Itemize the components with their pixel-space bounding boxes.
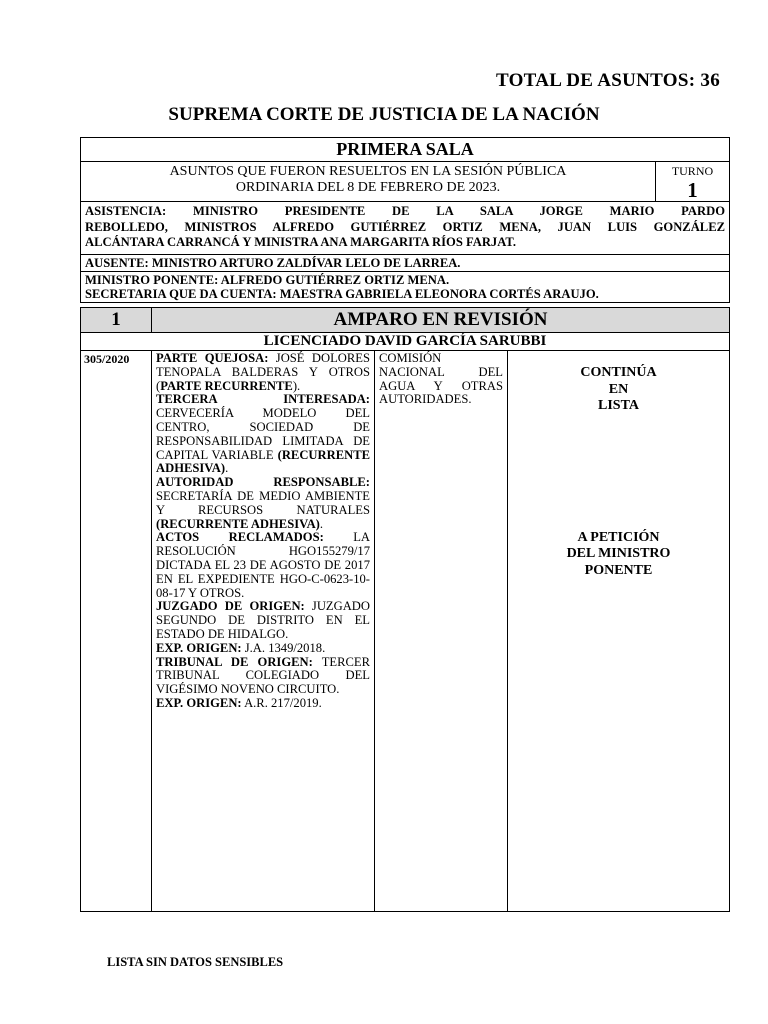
detail-item: AUTORIDAD RESPONSABLE: SECRETARÍA DE MEDIO AMBIENTE Y RECURSOS NATURALES (RECURRENTE ADHESIVA). <box>156 475 370 531</box>
session-description: ASUNTOS QUE FUERON RESUELTOS EN LA SESIÓN PÚBLICA ORDINARIA DEL 8 DE FEBRERO DE 2023. <box>81 162 656 202</box>
ausente: AUSENTE: MINISTRO ARTURO ZALDÍVAR LELO DE LARREA. <box>81 254 730 271</box>
ministro-ponente: MINISTRO PONENTE: ALFREDO GUTIÉRREZ ORTIZ MENA. <box>85 272 450 287</box>
status-peticion: A PETICIÓN DEL MINISTRO PONENTE <box>566 529 671 578</box>
expediente-number: 305/2020 <box>81 351 152 912</box>
detail-item: EXP. ORIGEN: A.R. 217/2019. <box>156 695 322 710</box>
detail-item: ACTOS RECLAMADOS: LA RESOLUCIÓN HGO155279/17 DICTADA EL 23 DE AGOSTO DE 2017 EN EL EXPEDIENTE HGO-C-0623-10-08-17 Y OTROS. <box>156 530 370 600</box>
status-cell <box>508 351 730 912</box>
turno-value: 1 <box>687 178 698 202</box>
detail-item: JUZGADO DE ORIGEN: JUZGADO SEGUNDO DE DISTRITO EN EL ESTADO DE HIDALGO. <box>156 599 370 641</box>
turno-label: TURNO <box>671 164 714 178</box>
case-number: 1 <box>81 308 152 333</box>
detail-item: TERCERA INTERESADA: CERVECERÍA MODELO DEL CENTRO, SOCIEDAD DE RESPONSABILIDAD LIMITADA DE CAPITAL VARIABLE (RECURRENTE ADHESIVA). <box>156 392 370 476</box>
asistencia: ASISTENCIA: MINISTRO PRESIDENTE DE LA SALA JORGE MARIO PARDO REBOLLEDO, MINISTROS ALFREDO GUTIÉRREZ ORTIZ MENA, JUAN LUIS GONZÁLEZ ALCÁNTARA CARRANCÁ Y MINISTRA ANA MARGARITA RÍOS FARJAT. <box>81 202 730 255</box>
footer-note: LISTA SIN DATOS SENSIBLES <box>107 955 284 969</box>
court-title: SUPREMA CORTE DE JUSTICIA DE LA NACIÓN <box>168 104 600 125</box>
detail-item: EXP. ORIGEN: J.A. 1349/2018. <box>156 640 326 655</box>
session-header-table <box>80 137 730 303</box>
detail-item: TRIBUNAL DE ORIGEN: TERCER TRIBUNAL COLEGIADO DEL VIGÉSIMO NOVENO CIRCUITO. <box>156 654 370 697</box>
detail-item: PARTE QUEJOSA: JOSÉ DOLORES TENOPALA BALDERAS Y OTROS (PARTE RECURRENTE). <box>156 351 370 393</box>
ponente-secretaria <box>81 271 730 302</box>
authority: COMISIÓN NACIONAL DEL AGUA Y OTRAS AUTORIDADES. <box>375 351 508 912</box>
secretaria: SECRETARIA QUE DA CUENTA: MAESTRA GABRIELA ELEONORA CORTÉS ARAUJO. <box>85 286 599 301</box>
case-type: AMPARO EN REVISIÓN <box>152 308 730 333</box>
sala-title: PRIMERA SALA <box>81 138 730 162</box>
status-continua: CONTINÚA EN LISTA <box>580 365 657 413</box>
case-details <box>152 351 375 912</box>
case-table <box>80 307 730 912</box>
turno-box <box>655 162 729 202</box>
licenciado: LICENCIADO DAVID GARCÍA SARUBBI <box>81 333 730 351</box>
total-asuntos: TOTAL DE ASUNTOS: 36 <box>495 70 720 91</box>
